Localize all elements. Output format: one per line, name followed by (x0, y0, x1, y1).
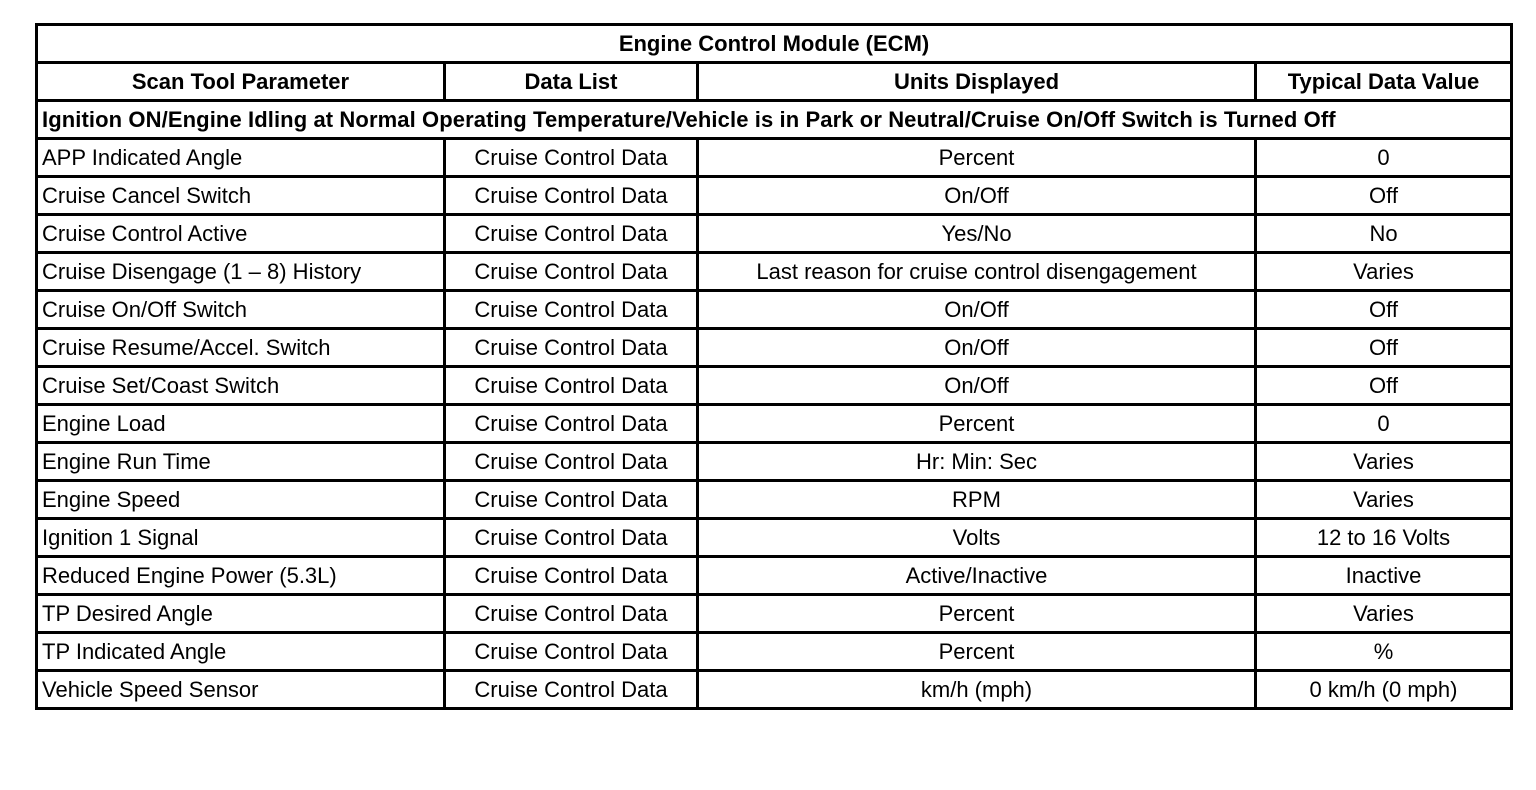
cell-data-list: Cruise Control Data (445, 557, 698, 595)
cell-data-list: Cruise Control Data (445, 519, 698, 557)
table-row (37, 633, 1512, 671)
table-row (37, 519, 1512, 557)
cell-typical-data-value: Inactive (1256, 557, 1512, 595)
cell-units-displayed: Percent (698, 633, 1256, 671)
cell-typical-data-value: Off (1256, 177, 1512, 215)
cell-data-list: Cruise Control Data (445, 177, 698, 215)
table-row (37, 557, 1512, 595)
cell-scan-tool-parameter: TP Indicated Angle (37, 633, 445, 671)
ecm-data-table (35, 23, 1513, 710)
cell-scan-tool-parameter: Reduced Engine Power (5.3L) (37, 557, 445, 595)
cell-scan-tool-parameter: Cruise Set/Coast Switch (37, 367, 445, 405)
cell-scan-tool-parameter: Vehicle Speed Sensor (37, 671, 445, 709)
cell-units-displayed: RPM (698, 481, 1256, 519)
cell-typical-data-value: Varies (1256, 481, 1512, 519)
cell-scan-tool-parameter: Engine Speed (37, 481, 445, 519)
cell-units-displayed: On/Off (698, 367, 1256, 405)
cell-units-displayed: Percent (698, 405, 1256, 443)
cell-data-list: Cruise Control Data (445, 671, 698, 709)
cell-data-list: Cruise Control Data (445, 215, 698, 253)
cell-scan-tool-parameter: Cruise Disengage (1 – 8) History (37, 253, 445, 291)
cell-typical-data-value: Varies (1256, 253, 1512, 291)
table-title-row (37, 25, 1512, 63)
cell-typical-data-value: 0 km/h (0 mph) (1256, 671, 1512, 709)
table-row (37, 671, 1512, 709)
cell-scan-tool-parameter: Engine Run Time (37, 443, 445, 481)
cell-data-list: Cruise Control Data (445, 253, 698, 291)
cell-typical-data-value: 0 (1256, 405, 1512, 443)
cell-scan-tool-parameter: Cruise Control Active (37, 215, 445, 253)
table-row (37, 405, 1512, 443)
cell-typical-data-value: Off (1256, 367, 1512, 405)
cell-data-list: Cruise Control Data (445, 367, 698, 405)
header-units-displayed: Units Displayed (698, 63, 1256, 101)
cell-units-displayed: Active/Inactive (698, 557, 1256, 595)
cell-units-displayed: Hr: Min: Sec (698, 443, 1256, 481)
table-row (37, 367, 1512, 405)
cell-typical-data-value: 12 to 16 Volts (1256, 519, 1512, 557)
table-row (37, 253, 1512, 291)
header-scan-tool-parameter: Scan Tool Parameter (37, 63, 445, 101)
cell-data-list: Cruise Control Data (445, 595, 698, 633)
operating-condition: Ignition ON/Engine Idling at Normal Operating Temperature/Vehicle is in Park or Neutral/Cruise On/Off Switch is Turned Off (37, 101, 1512, 139)
cell-typical-data-value: Varies (1256, 443, 1512, 481)
cell-scan-tool-parameter: Ignition 1 Signal (37, 519, 445, 557)
cell-data-list: Cruise Control Data (445, 291, 698, 329)
cell-units-displayed: km/h (mph) (698, 671, 1256, 709)
cell-units-displayed: Yes/No (698, 215, 1256, 253)
cell-typical-data-value: No (1256, 215, 1512, 253)
table-row (37, 215, 1512, 253)
cell-typical-data-value: % (1256, 633, 1512, 671)
table-row (37, 481, 1512, 519)
cell-data-list: Cruise Control Data (445, 405, 698, 443)
table-row (37, 177, 1512, 215)
cell-data-list: Cruise Control Data (445, 443, 698, 481)
cell-scan-tool-parameter: Cruise On/Off Switch (37, 291, 445, 329)
cell-scan-tool-parameter: Cruise Resume/Accel. Switch (37, 329, 445, 367)
table-row (37, 291, 1512, 329)
cell-data-list: Cruise Control Data (445, 633, 698, 671)
cell-data-list: Cruise Control Data (445, 481, 698, 519)
cell-units-displayed: Last reason for cruise control disengagement (698, 253, 1256, 291)
table-title: Engine Control Module (ECM) (37, 25, 1512, 63)
header-typical-data-value: Typical Data Value (1256, 63, 1512, 101)
cell-units-displayed: Percent (698, 595, 1256, 633)
cell-typical-data-value: Off (1256, 291, 1512, 329)
condition-row (37, 101, 1512, 139)
table-header-row (37, 63, 1512, 101)
header-data-list: Data List (445, 63, 698, 101)
cell-typical-data-value: Varies (1256, 595, 1512, 633)
cell-scan-tool-parameter: Cruise Cancel Switch (37, 177, 445, 215)
cell-data-list: Cruise Control Data (445, 329, 698, 367)
cell-typical-data-value: Off (1256, 329, 1512, 367)
table-row (37, 443, 1512, 481)
cell-scan-tool-parameter: TP Desired Angle (37, 595, 445, 633)
cell-units-displayed: On/Off (698, 329, 1256, 367)
cell-units-displayed: Volts (698, 519, 1256, 557)
cell-units-displayed: Percent (698, 139, 1256, 177)
cell-scan-tool-parameter: Engine Load (37, 405, 445, 443)
cell-units-displayed: On/Off (698, 291, 1256, 329)
table-row (37, 595, 1512, 633)
cell-data-list: Cruise Control Data (445, 139, 698, 177)
table-row (37, 329, 1512, 367)
cell-units-displayed: On/Off (698, 177, 1256, 215)
cell-scan-tool-parameter: APP Indicated Angle (37, 139, 445, 177)
cell-typical-data-value: 0 (1256, 139, 1512, 177)
table-row (37, 139, 1512, 177)
